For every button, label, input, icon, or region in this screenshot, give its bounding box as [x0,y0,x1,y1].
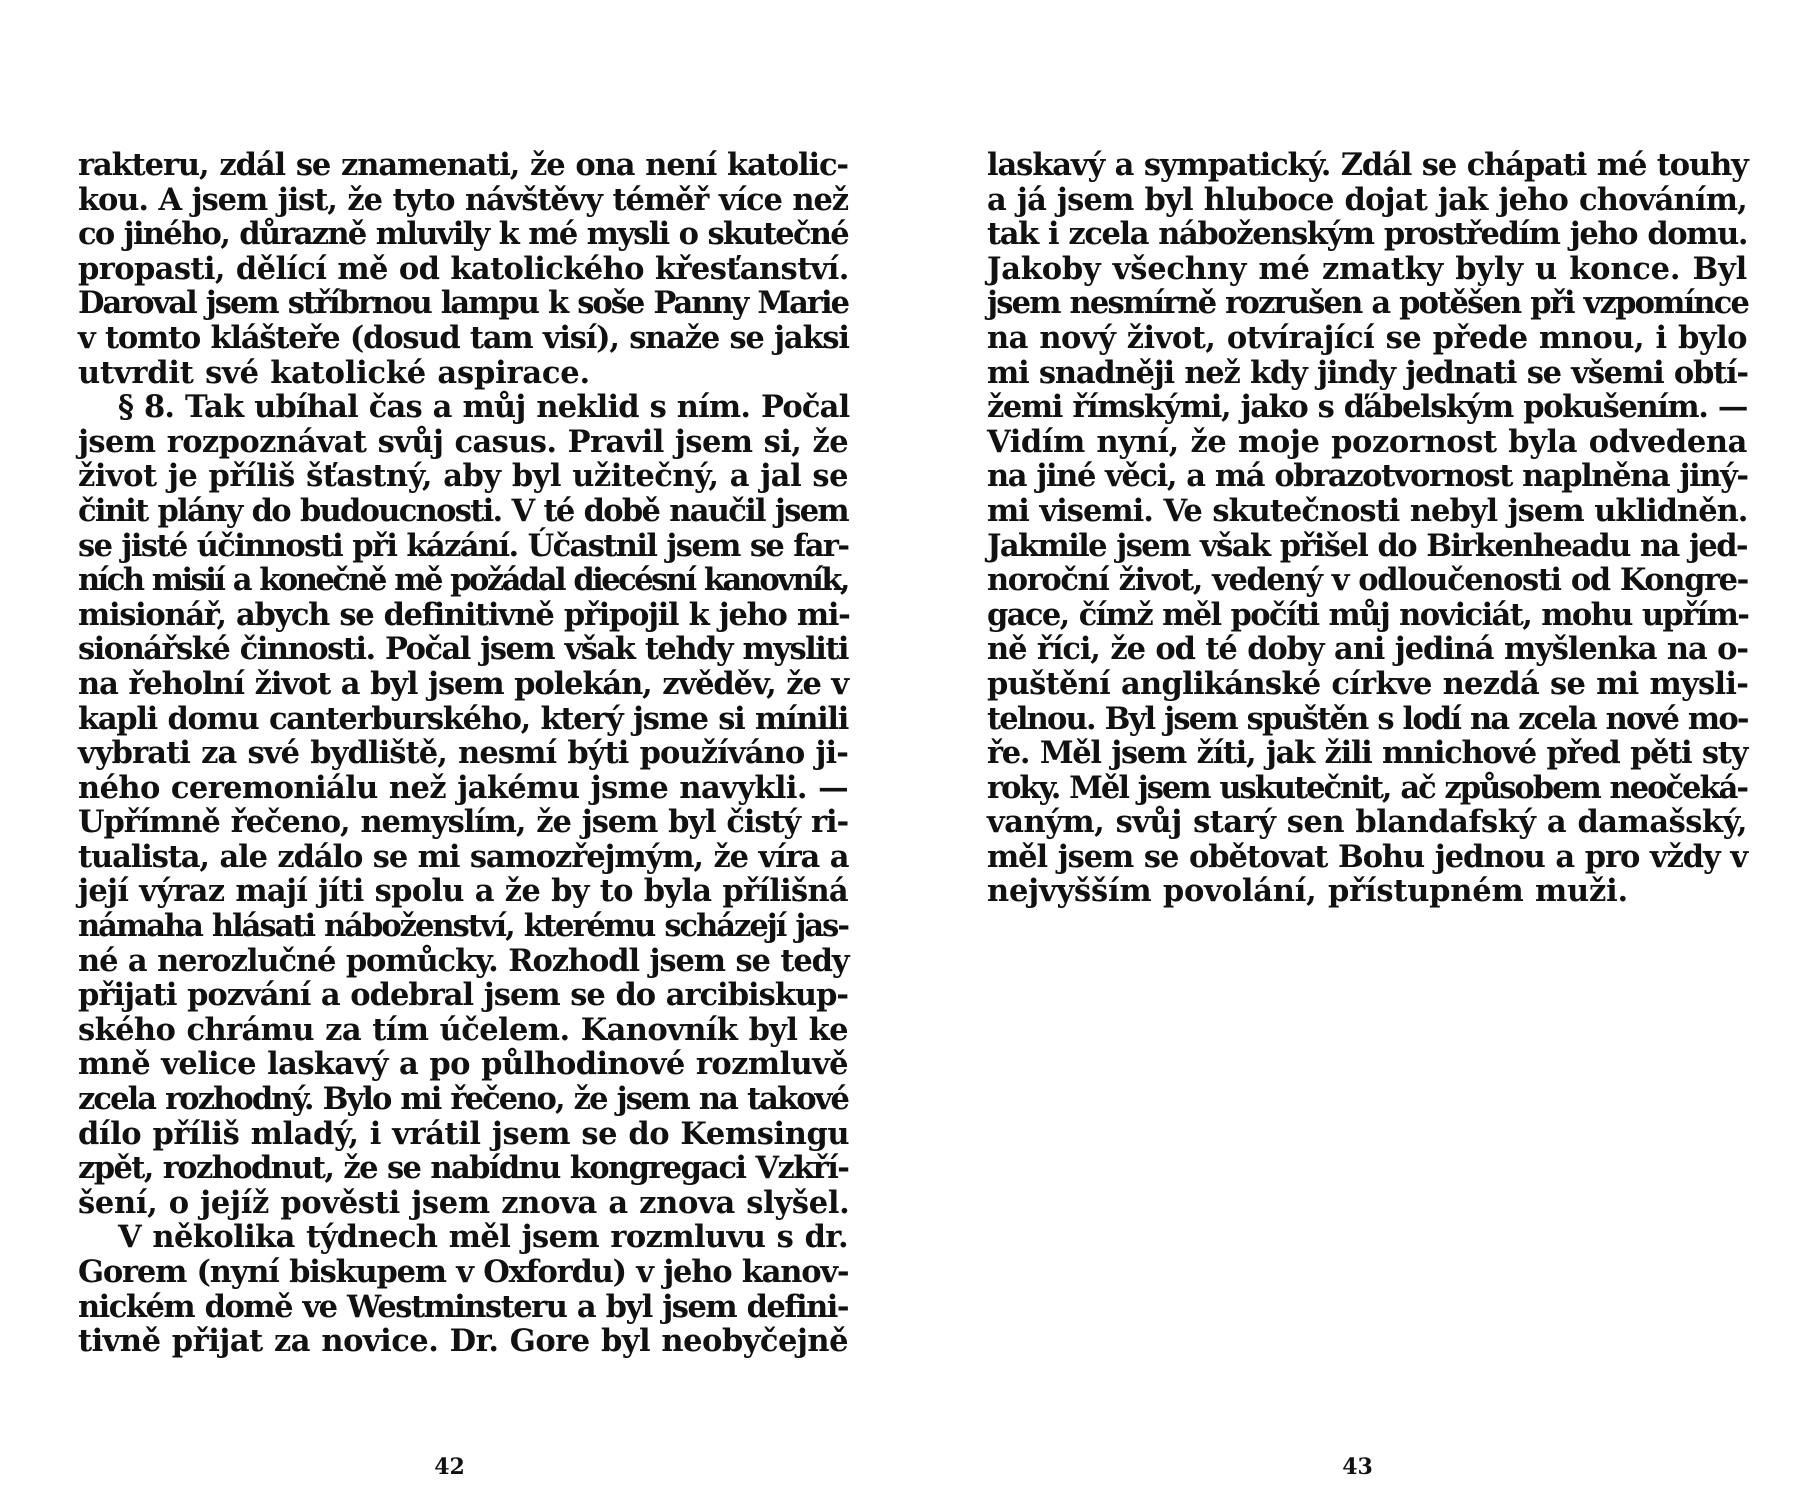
text-line: V několika týdnech měl jsem rozmluvu s dr. [118,1219,848,1256]
text-line: ních misií a konečně mě požádal diecésní kanovník, [78,562,848,599]
text-line: § 8. Tak ubíhal čas a můj neklid s ním. Počal [118,389,850,426]
text-line: na nový život, otvírající se přede mnou, i bylo [987,319,1747,356]
text-line: ně říci, že od té doby ani jediná myšlenka na o- [987,631,1748,668]
text-line: ného ceremoniálu než jakému jsme navykli. — [78,769,848,806]
text-line: misionář, abych se definitivně připojil k jeho mi- [78,596,850,633]
text-line: dílo příliš mladý, i vrátil jsem se do Kemsingu [78,1115,850,1152]
text-line: se jisté účinnosti při kázání. Účastnil jsem se far- [78,527,849,564]
text-line: jsem nesmírně rozrušen a potěšen při vzpomínce [987,285,1749,322]
text-line: kapli domu canterburského, který jsme si mínili [78,700,848,737]
text-line: tualista, ale zdálo se mi samozřejmým, že víra a [78,838,849,875]
text-line: mi snadněji než kdy jindy jednati se všemi obtí- [987,354,1748,391]
text-line: utvrdit své katolické aspirace. [78,354,590,391]
text-line: mi visemi. Ve skutečnosti nebyl jsem uklidněn. [987,492,1748,529]
text-line: na řeholní život a byl jsem polekán, zvěděv, že v [78,665,848,702]
text-line: puštění anglikánské církve nezdá se mi mysli- [987,665,1749,702]
text-line: měl jsem se obětovat Bohu jednou a pro vždy v [987,838,1747,875]
text-line: ského chrámu za tím účelem. Kanovník byl ke [78,1011,848,1048]
text-line: přijati pozvání a odebral jsem se do arcibiskup- [78,977,849,1014]
text-line: co jiného, důrazně mluvily k mé mysli o skutečné [78,216,848,253]
text-line: sionářské činnosti. Počal jsem však tehdy mysliti [78,631,848,668]
text-line: laskavý a sympatický. Zdál se chápati mé touhy [987,147,1748,183]
text-line: roky. Měl jsem uskutečnit, ač způsobem neočeká- [987,769,1747,806]
text-line: noroční život, vedený v odloučenosti od Kongre- [987,562,1748,599]
text-line: né a nerozlučné pomůcky. Rozhodl jsem se tedy [78,942,849,979]
text-line: vybrati za své bydliště, nesmí býti používáno ji- [78,735,848,772]
text-line: tivně přijat za novice. Dr. Gore byl neobyčejně [78,1323,848,1360]
text-line: její výraz mají jíti spolu a že by to byla přílišná [78,873,848,910]
text-line: Upřímně řečeno, nemyslím, že jsem byl čistý ri- [78,804,848,841]
text-line: činit plány do budoucnosti. V té době naučil jsem [78,492,848,529]
text-line: vaným, svůj starý sen blandafský a damašský, [987,804,1747,841]
page-number: 42 [434,1454,465,1480]
text-line: Jakoby všechny mé zmatky byly u konce. Byl [987,250,1747,287]
text-line: ře. Měl jsem žíti, jak žili mnichové před pěti sty [987,735,1747,772]
text-line: nejvyšším povolání, přístupném muži. [987,873,1628,910]
text-line: námaha hlásati náboženství, kterému scházejí jas- [78,908,848,945]
text-line: zcela rozhodný. Bylo mi řečeno, že jsem na takové [78,1081,848,1118]
text-line: mně velice laskavý a po půlhodinové rozmluvě [78,1046,848,1083]
text-line: tak i zcela náboženským prostředím jeho domu. [987,216,1748,253]
right-page [909,0,1818,1500]
text-line: Jakmile jsem však přišel do Birkenheadu na jed- [987,527,1747,564]
text-line: gace, čímž měl počíti můj noviciát, mohu upřím- [987,596,1749,633]
text-line: na jiné věci, a má obrazotvornost naplněna jiný- [987,458,1748,495]
text-line: šení, o jejíž pověsti jsem znova a znova slyšel. [78,1184,850,1221]
text-line: zpět, rozhodnut, že se nabídnu kongregaci Vzkří- [78,1150,849,1187]
text-line: Vidím nyní, že moje pozornost byla odvedena [987,423,1747,460]
text-line: život je příliš šťastný, aby byl užitečný, a jal se [78,458,848,495]
page-number: 43 [1342,1454,1373,1480]
text-line: Daroval jsem stříbrnou lampu k soše Panny Marie [78,285,848,322]
text-line: nickém domě ve Westminsteru a byl jsem defini- [78,1288,848,1325]
text-line: a já jsem byl hluboce dojat jak jeho chováním, [987,181,1747,218]
text-line: kou. A jsem jist, že tyto návštěvy téměř více než [78,181,848,218]
text-line: jsem rozpoznávat svůj casus. Pravil jsem si, že [78,423,848,460]
left-text-column [78,148,848,1359]
text-line: Gorem (nyní biskupem v Oxfordu) v jeho kanov- [78,1254,849,1290]
text-line: v tomto klášteře (dosud tam visí), snaže se jaksi [78,319,849,356]
right-text-column [987,148,1747,909]
text-line: telnou. Byl jsem spuštěn s lodí na zcela nové mo- [987,700,1748,737]
text-line: propasti, dělící mě od katolického křesťanství. [78,250,849,287]
text-line: rakteru, zdál se znamenati, že ona není katolic- [78,147,848,183]
text-line: žemi římskými, jako s ďábelským pokušením. — [987,389,1747,426]
